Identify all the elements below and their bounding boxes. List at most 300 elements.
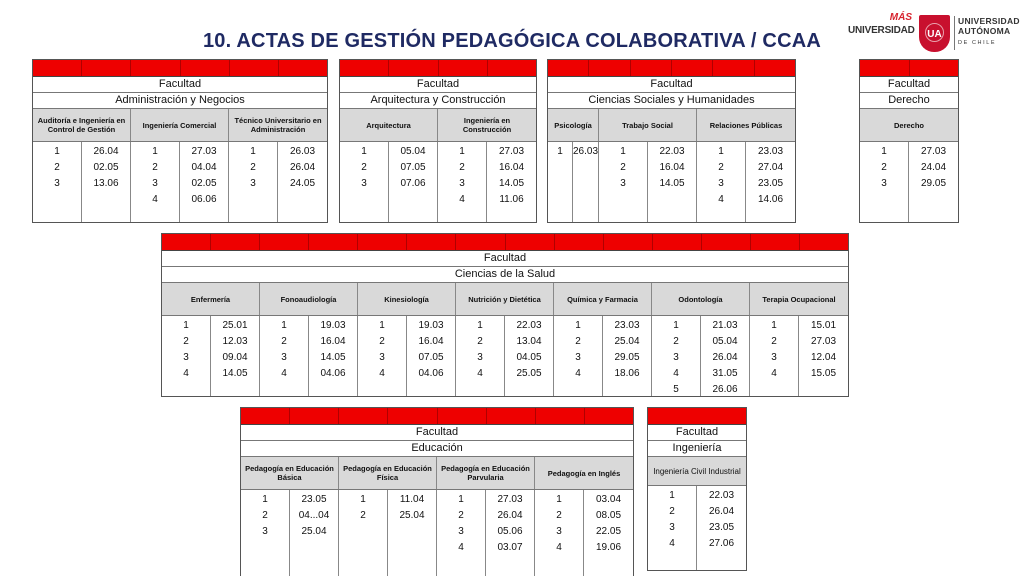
session-number: 1 bbox=[771, 320, 777, 331]
session-number: 3 bbox=[379, 352, 385, 363]
session-date: 14.05 bbox=[222, 368, 248, 379]
session-number: 3 bbox=[771, 352, 777, 363]
session-date-column bbox=[697, 486, 746, 570]
red-header-cell bbox=[800, 234, 848, 250]
session-number-column bbox=[750, 316, 799, 396]
session-date: 22.03 bbox=[708, 490, 735, 501]
session-number: 3 bbox=[458, 526, 464, 537]
faculty-name-text: Arquitectura y Construcción bbox=[370, 94, 506, 106]
session-date: 25.01 bbox=[222, 320, 248, 331]
session-date: 19.03 bbox=[320, 320, 346, 331]
session-date-column bbox=[278, 142, 327, 222]
program-header: Química y Farmacia bbox=[554, 283, 652, 315]
page-title: 10. ACTAS DE GESTIÓN PEDAGÓGICA COLABORATIVA / CCAA bbox=[202, 30, 821, 52]
session-number: 4 bbox=[771, 368, 777, 379]
session-number: 1 bbox=[379, 320, 385, 331]
shield-icon bbox=[919, 15, 950, 52]
red-header-cell bbox=[860, 60, 910, 76]
program-header-row bbox=[33, 109, 327, 142]
session-number: 1 bbox=[881, 146, 887, 157]
session-number: 4 bbox=[379, 368, 385, 379]
session-date: 04...04 bbox=[298, 510, 330, 521]
faculty-name-text: Educación bbox=[411, 442, 463, 454]
session-date-column bbox=[486, 490, 535, 576]
session-date: 26.04 bbox=[712, 352, 738, 363]
session-date: 22.03 bbox=[659, 146, 685, 157]
session-number: 4 bbox=[673, 368, 679, 379]
session-date: 29.05 bbox=[614, 352, 640, 363]
session-number: 1 bbox=[152, 146, 158, 157]
red-header-bar bbox=[162, 234, 848, 251]
session-number: 2 bbox=[361, 162, 367, 173]
red-header-cell bbox=[339, 408, 388, 424]
session-date: 05.04 bbox=[712, 336, 738, 347]
logo-mas-text: MÁS bbox=[889, 12, 912, 23]
program-header: Ingeniería Comercial bbox=[131, 109, 229, 141]
facultad-text: Facultad bbox=[675, 426, 719, 438]
facultad-label bbox=[33, 77, 327, 93]
session-number: 2 bbox=[459, 162, 465, 173]
session-date-column bbox=[603, 316, 652, 396]
session-number: 3 bbox=[281, 352, 287, 363]
session-date: 03.04 bbox=[595, 494, 622, 505]
session-number: 1 bbox=[361, 146, 367, 157]
session-date-column bbox=[211, 316, 260, 396]
session-date: 04.04 bbox=[191, 162, 217, 173]
session-date-column bbox=[309, 316, 358, 396]
session-number: 2 bbox=[771, 336, 777, 347]
facultad-text: Facultad bbox=[416, 78, 460, 90]
red-header-cell bbox=[438, 408, 487, 424]
session-date-column bbox=[290, 490, 339, 576]
session-number-column bbox=[554, 316, 603, 396]
logo-universidad-text: UNIVERSIDAD bbox=[848, 25, 915, 36]
program-header: Nutrición y Dietética bbox=[456, 283, 554, 315]
logo-name-line3: DE CHILE bbox=[958, 40, 997, 46]
red-header-cell bbox=[131, 60, 180, 76]
facultad-text: Facultad bbox=[158, 78, 202, 90]
facultad-label bbox=[648, 425, 746, 441]
red-header-cell bbox=[439, 60, 488, 76]
session-number: 4 bbox=[281, 368, 287, 379]
program-header: Odontología bbox=[652, 283, 750, 315]
table-edu bbox=[240, 407, 634, 576]
session-date: 27.03 bbox=[498, 146, 525, 157]
session-number: 4 bbox=[718, 194, 724, 205]
session-date: 11.04 bbox=[399, 494, 425, 505]
university-logo bbox=[848, 12, 1020, 54]
program-header: Arquitectura bbox=[340, 109, 438, 141]
session-date: 26.04 bbox=[497, 510, 523, 521]
session-date: 22.03 bbox=[516, 320, 542, 331]
program-header-row bbox=[860, 109, 958, 142]
red-header-bar bbox=[648, 408, 746, 425]
red-header-cell bbox=[751, 234, 800, 250]
session-date: 23.05 bbox=[708, 522, 735, 533]
session-number: 2 bbox=[262, 510, 268, 521]
session-number: 4 bbox=[152, 194, 158, 205]
session-number-column bbox=[229, 142, 278, 222]
red-header-cell bbox=[488, 60, 536, 76]
red-header-cell bbox=[555, 234, 604, 250]
facultad-label bbox=[340, 77, 536, 93]
session-date: 25.04 bbox=[614, 336, 640, 347]
session-date: 06.06 bbox=[191, 194, 217, 205]
session-date: 27.03 bbox=[810, 336, 837, 347]
session-number: 1 bbox=[360, 494, 366, 505]
session-date: 27.03 bbox=[920, 146, 947, 157]
session-date: 14.06 bbox=[757, 194, 784, 205]
session-date: 26.03 bbox=[573, 146, 599, 157]
red-header-bar bbox=[548, 60, 795, 77]
shield-text: UA bbox=[927, 29, 942, 40]
session-number-column bbox=[652, 316, 701, 396]
program-header: Derecho bbox=[860, 109, 958, 141]
session-date: 16.04 bbox=[498, 162, 525, 173]
session-number: 3 bbox=[361, 178, 367, 189]
session-date: 12.03 bbox=[222, 336, 248, 347]
red-header-cell bbox=[589, 60, 630, 76]
red-header-cell bbox=[181, 60, 230, 76]
session-date-column bbox=[701, 316, 750, 396]
session-date: 04.05 bbox=[516, 352, 542, 363]
session-number: 4 bbox=[477, 368, 483, 379]
session-date: 12.04 bbox=[810, 352, 837, 363]
red-header-cell bbox=[82, 60, 131, 76]
session-date: 24.04 bbox=[920, 162, 947, 173]
faculty-name-text: Ingeniería bbox=[672, 442, 722, 454]
session-number: 1 bbox=[620, 146, 626, 157]
session-number-column bbox=[340, 142, 389, 222]
program-header-row bbox=[162, 283, 848, 316]
session-number-column bbox=[648, 486, 697, 570]
session-date-column bbox=[584, 490, 633, 576]
session-date: 27.03 bbox=[497, 494, 523, 505]
session-date: 16.04 bbox=[418, 336, 444, 347]
session-number: 1 bbox=[459, 146, 465, 157]
program-header: Pedagogía en Inglés bbox=[535, 457, 633, 489]
session-number: 3 bbox=[556, 526, 562, 537]
program-header: Fonoaudiología bbox=[260, 283, 358, 315]
session-number: 1 bbox=[557, 146, 563, 157]
session-date: 07.05 bbox=[418, 352, 444, 363]
session-date: 16.04 bbox=[659, 162, 685, 173]
red-header-cell bbox=[672, 60, 713, 76]
red-header-cell bbox=[388, 408, 437, 424]
table-sal bbox=[161, 233, 849, 397]
logo-name-line2: AUTÓNOMA bbox=[958, 26, 1011, 36]
session-number-column bbox=[535, 490, 584, 576]
session-date: 26.06 bbox=[712, 384, 738, 395]
red-header-cell bbox=[653, 234, 702, 250]
session-number: 4 bbox=[459, 194, 465, 205]
session-number: 2 bbox=[152, 162, 158, 173]
session-date: 23.03 bbox=[757, 146, 784, 157]
table-arq bbox=[339, 59, 537, 223]
red-header-cell bbox=[702, 234, 751, 250]
session-number-column bbox=[358, 316, 407, 396]
table-adm bbox=[32, 59, 328, 223]
session-number: 3 bbox=[262, 526, 268, 537]
session-number: 1 bbox=[262, 494, 268, 505]
session-date-column bbox=[648, 142, 697, 222]
red-header-cell bbox=[648, 408, 746, 424]
program-header-row bbox=[340, 109, 536, 142]
red-header-cell bbox=[456, 234, 505, 250]
session-number: 3 bbox=[477, 352, 483, 363]
session-date: 23.03 bbox=[614, 320, 640, 331]
session-number: 4 bbox=[669, 538, 675, 549]
session-number: 1 bbox=[250, 146, 256, 157]
program-header: Auditoría e Ingeniería en Control de Gestión bbox=[33, 109, 131, 141]
session-date: 02.05 bbox=[191, 178, 217, 189]
faculty-name bbox=[340, 93, 536, 109]
session-date: 22.05 bbox=[595, 526, 622, 537]
session-number-column bbox=[599, 142, 648, 222]
session-number: 1 bbox=[556, 494, 562, 505]
program-header: Pedagogía en Educación Física bbox=[339, 457, 437, 489]
session-date: 25.04 bbox=[301, 526, 327, 537]
session-date-column bbox=[909, 142, 958, 222]
session-date: 14.05 bbox=[498, 178, 525, 189]
session-date: 05.06 bbox=[497, 526, 523, 537]
red-header-bar bbox=[860, 60, 958, 77]
session-number-column bbox=[438, 142, 487, 222]
facultad-label bbox=[860, 77, 958, 93]
red-header-cell bbox=[713, 60, 754, 76]
faculty-name-text: Ciencias Sociales y Humanidades bbox=[588, 94, 755, 106]
session-date-column bbox=[505, 316, 554, 396]
session-date: 09.04 bbox=[222, 352, 248, 363]
session-number-column bbox=[437, 490, 486, 576]
session-date: 03.07 bbox=[497, 542, 523, 553]
program-header-row bbox=[648, 457, 746, 486]
session-date: 14.05 bbox=[320, 352, 346, 363]
logo-divider bbox=[954, 16, 955, 50]
red-header-cell bbox=[241, 408, 290, 424]
red-header-cell bbox=[260, 234, 309, 250]
red-header-cell bbox=[309, 234, 358, 250]
red-header-cell bbox=[211, 234, 260, 250]
data-row bbox=[33, 142, 327, 222]
session-date: 27.06 bbox=[708, 538, 735, 549]
session-number: 4 bbox=[556, 542, 562, 553]
red-header-cell bbox=[487, 408, 536, 424]
red-header-cell bbox=[279, 60, 327, 76]
program-header: Técnico Universitario en Administración bbox=[229, 109, 327, 141]
session-number-column bbox=[697, 142, 746, 222]
facultad-text: Facultad bbox=[887, 78, 931, 90]
session-date: 23.05 bbox=[757, 178, 784, 189]
program-header: Psicología bbox=[548, 109, 599, 141]
session-number: 1 bbox=[281, 320, 287, 331]
red-header-cell bbox=[389, 60, 438, 76]
red-header-bar bbox=[241, 408, 633, 425]
session-date: 14.05 bbox=[659, 178, 685, 189]
session-date: 13.04 bbox=[516, 336, 542, 347]
session-number: 1 bbox=[575, 320, 581, 331]
session-number: 3 bbox=[620, 178, 626, 189]
session-date-column bbox=[799, 316, 848, 396]
red-header-cell bbox=[755, 60, 795, 76]
program-header: Pedagogía en Educación Básica bbox=[241, 457, 339, 489]
session-number: 2 bbox=[620, 162, 626, 173]
data-row bbox=[860, 142, 958, 222]
session-number: 3 bbox=[183, 352, 189, 363]
session-date: 15.01 bbox=[810, 320, 837, 331]
faculty-name bbox=[241, 441, 633, 457]
session-date-column bbox=[487, 142, 536, 222]
logo-name bbox=[958, 16, 1022, 48]
data-row bbox=[548, 142, 795, 222]
session-date-column bbox=[180, 142, 229, 222]
session-date: 18.06 bbox=[614, 368, 640, 379]
red-header-cell bbox=[290, 408, 339, 424]
logo-name-line1: UNIVERSIDAD bbox=[958, 16, 1020, 26]
red-header-cell bbox=[506, 234, 555, 250]
session-number: 1 bbox=[669, 490, 675, 501]
session-number: 2 bbox=[477, 336, 483, 347]
session-number: 2 bbox=[718, 162, 724, 173]
session-date: 25.04 bbox=[399, 510, 425, 521]
session-number-column bbox=[241, 490, 290, 576]
session-number: 2 bbox=[360, 510, 366, 521]
session-date: 19.06 bbox=[595, 542, 622, 553]
session-number: 3 bbox=[669, 522, 675, 533]
session-number-column bbox=[860, 142, 909, 222]
session-number-column bbox=[548, 142, 573, 222]
table-ing bbox=[647, 407, 747, 571]
faculty-name bbox=[648, 441, 746, 457]
session-number: 2 bbox=[379, 336, 385, 347]
session-date: 21.03 bbox=[712, 320, 738, 331]
facultad-label bbox=[162, 251, 848, 267]
session-number: 2 bbox=[458, 510, 464, 521]
session-number: 3 bbox=[250, 178, 256, 189]
red-header-cell bbox=[358, 234, 407, 250]
session-date: 31.05 bbox=[712, 368, 738, 379]
session-date: 19.03 bbox=[418, 320, 444, 331]
session-number: 1 bbox=[183, 320, 189, 331]
red-header-cell bbox=[585, 408, 633, 424]
facultad-text: Facultad bbox=[415, 426, 459, 438]
session-date: 26.04 bbox=[289, 162, 316, 173]
session-number: 2 bbox=[250, 162, 256, 173]
session-date: 16.04 bbox=[320, 336, 346, 347]
session-date: 11.06 bbox=[499, 194, 524, 205]
data-row bbox=[162, 316, 848, 396]
session-number-column bbox=[260, 316, 309, 396]
red-header-cell bbox=[910, 60, 959, 76]
session-number: 2 bbox=[575, 336, 581, 347]
faculty-name bbox=[33, 93, 327, 109]
session-date: 02.05 bbox=[93, 162, 119, 173]
session-number-column bbox=[162, 316, 211, 396]
session-date: 05.04 bbox=[400, 146, 426, 157]
session-number-column bbox=[131, 142, 180, 222]
session-date-column bbox=[407, 316, 456, 396]
red-header-cell bbox=[340, 60, 389, 76]
red-header-cell bbox=[33, 60, 82, 76]
session-number: 1 bbox=[458, 494, 464, 505]
session-number-column bbox=[339, 490, 388, 576]
session-date: 04.06 bbox=[418, 368, 444, 379]
session-date: 23.05 bbox=[301, 494, 327, 505]
session-date: 08.05 bbox=[595, 510, 622, 521]
session-number: 3 bbox=[152, 178, 158, 189]
session-number-column bbox=[456, 316, 505, 396]
session-date: 25.05 bbox=[516, 368, 542, 379]
red-header-cell bbox=[162, 234, 211, 250]
program-header: Ingeniería Civil Industrial bbox=[648, 457, 746, 485]
faculty-name-text: Derecho bbox=[888, 94, 930, 106]
program-header: Trabajo Social bbox=[599, 109, 697, 141]
session-number: 1 bbox=[718, 146, 724, 157]
session-number: 1 bbox=[54, 146, 60, 157]
session-date: 26.04 bbox=[708, 506, 735, 517]
session-date: 04.06 bbox=[320, 368, 346, 379]
red-header-bar bbox=[33, 60, 327, 77]
session-number-column bbox=[33, 142, 82, 222]
session-date: 26.03 bbox=[289, 146, 316, 157]
facultad-label bbox=[548, 77, 795, 93]
session-number: 4 bbox=[183, 368, 189, 379]
table-soc bbox=[547, 59, 796, 223]
session-date-column bbox=[82, 142, 131, 222]
red-header-cell bbox=[604, 234, 653, 250]
session-number: 3 bbox=[718, 178, 724, 189]
session-date: 29.05 bbox=[920, 178, 947, 189]
session-number: 5 bbox=[673, 384, 679, 395]
program-header: Relaciones Públicas bbox=[697, 109, 795, 141]
session-number: 4 bbox=[458, 542, 464, 553]
session-date: 07.06 bbox=[400, 178, 426, 189]
faculty-name-text: Administración y Negocios bbox=[115, 94, 245, 106]
session-number: 3 bbox=[881, 178, 887, 189]
session-date-column bbox=[746, 142, 795, 222]
facultad-text: Facultad bbox=[483, 252, 527, 264]
session-number: 2 bbox=[669, 506, 675, 517]
program-header: Terapia Ocupacional bbox=[750, 283, 848, 315]
faculty-name bbox=[860, 93, 958, 109]
session-date: 27.04 bbox=[757, 162, 784, 173]
red-header-bar bbox=[340, 60, 536, 77]
data-row bbox=[340, 142, 536, 222]
session-date: 07.05 bbox=[400, 162, 426, 173]
program-header-row bbox=[241, 457, 633, 490]
data-row bbox=[241, 490, 633, 576]
faculty-name-text: Ciencias de la Salud bbox=[454, 268, 556, 280]
red-header-cell bbox=[230, 60, 279, 76]
session-number: 2 bbox=[556, 510, 562, 521]
session-date: 13.06 bbox=[93, 178, 119, 189]
session-number: 2 bbox=[281, 336, 287, 347]
facultad-label bbox=[241, 425, 633, 441]
program-header: Pedagogía en Educación Parvularia bbox=[437, 457, 535, 489]
red-header-cell bbox=[536, 408, 585, 424]
faculty-name bbox=[548, 93, 795, 109]
red-header-cell bbox=[407, 234, 456, 250]
red-header-cell bbox=[548, 60, 589, 76]
session-date: 27.03 bbox=[191, 146, 217, 157]
session-number: 2 bbox=[183, 336, 189, 347]
session-number: 4 bbox=[575, 368, 581, 379]
red-header-cell bbox=[631, 60, 672, 76]
session-number: 3 bbox=[459, 178, 465, 189]
session-number: 3 bbox=[575, 352, 581, 363]
session-number: 1 bbox=[477, 320, 483, 331]
program-header: Enfermería bbox=[162, 283, 260, 315]
